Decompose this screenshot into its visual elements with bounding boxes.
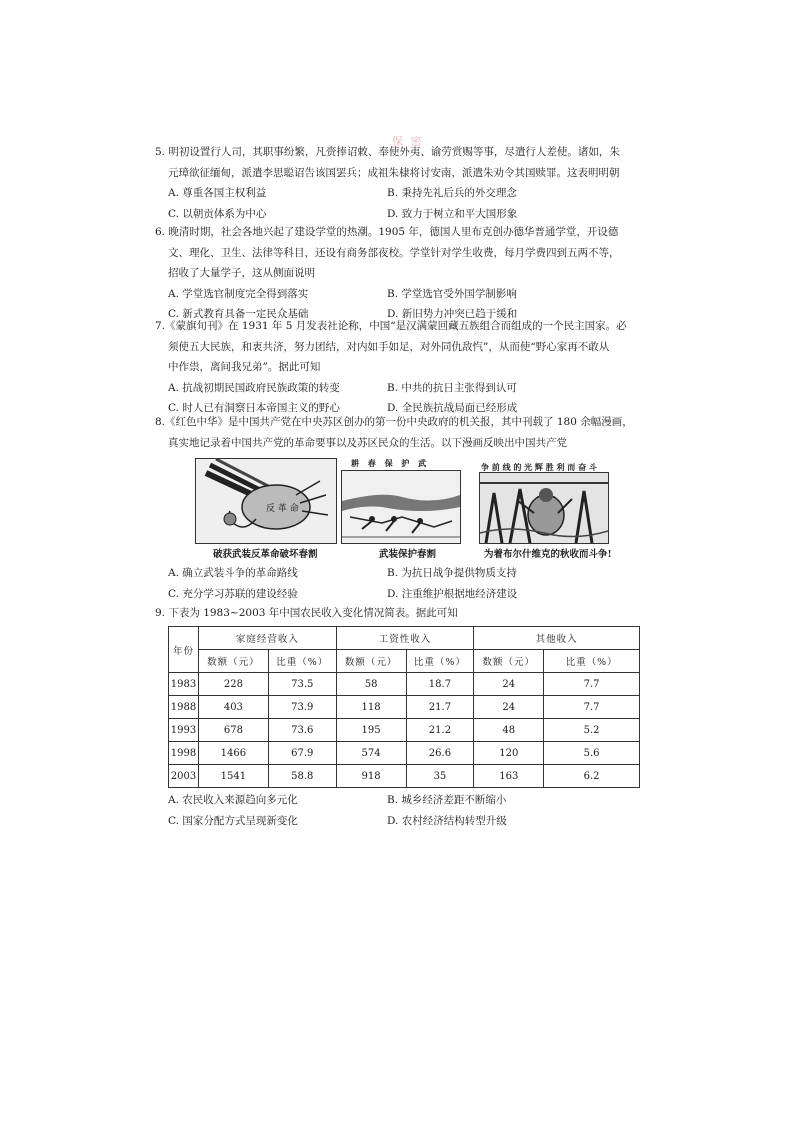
q9-option-c[interactable]: C. 国家分配方式呈现新变化	[168, 814, 298, 827]
cartoon-2-title: 耕 春 保 护 武	[351, 458, 430, 468]
cell-year: 1988	[169, 696, 199, 719]
cell: 5.2	[544, 719, 640, 742]
q7-stem-line1: 7.《蒙旗旬刊》在 1931 年 5 月发表社论称，中国“是汉满蒙回藏五族组合而组成的一个民主国家。必	[155, 320, 627, 332]
q8-option-c[interactable]: C. 充分学习苏联的建设经验	[168, 587, 298, 600]
table-row	[169, 696, 640, 719]
q7-option-c[interactable]: C. 时人已有洞察日本帝国主义的野心	[168, 402, 340, 414]
q5-option-d[interactable]: D. 致力于树立和平大国形象	[387, 207, 518, 220]
group-header-wage: 工资性收入	[336, 627, 474, 650]
cell-year: 2003	[169, 765, 199, 788]
q5-stem-line1: 5. 明初设置行人司，其职事纷繁，凡赍捧诏敕、奉使外夷、谕劳赏赐等事，尽遣行人差使。诸如，朱	[155, 146, 620, 158]
q9-option-a[interactable]: A. 农民收入来源趋向多元化	[168, 794, 298, 806]
cell: 1541	[198, 765, 268, 788]
cell: 48	[474, 719, 544, 742]
q8-stem-line2: 真实地记录着中国共产党的革命要事以及苏区民众的生活。以下漫画反映出中国共产党	[168, 436, 567, 449]
group-header-other: 其他收入	[474, 627, 640, 650]
cell: 195	[336, 719, 406, 742]
cell: 120	[474, 742, 544, 765]
cell: 6.2	[544, 765, 640, 788]
table-row	[169, 719, 640, 742]
sub-ratio: 比重（%）	[268, 650, 336, 673]
q6-stem-line1: 6. 晚清时期，社会各地兴起了建设学堂的热潮。1905 年，德国人里布克创办德华普通学堂，开设德	[155, 226, 619, 238]
cell: 67.9	[268, 742, 336, 765]
q5-option-b[interactable]: B. 秉持先礼后兵的外交理念	[387, 187, 517, 199]
cell: 918	[336, 765, 406, 788]
q7-option-b[interactable]: B. 中共的抗日主张得到认可	[387, 381, 517, 394]
cartoon-2-caption: 武装保护春割	[379, 549, 437, 560]
cell: 7.7	[544, 673, 640, 696]
question-7	[155, 316, 645, 419]
cell: 26.6	[406, 742, 474, 765]
q8-option-b[interactable]: B. 为抗日战争提供物质支持	[387, 567, 517, 579]
cartoon-2-image	[341, 470, 461, 544]
cell: 7.7	[544, 696, 640, 719]
q7-stem-line2: 须使五大民族，和衷共济，努力团结，对内如手如足，对外同仇敌忾”，从而使“野心家再不敢从	[168, 340, 610, 353]
cell: 73.6	[268, 719, 336, 742]
cartoon-3-image	[479, 472, 609, 544]
question-9	[155, 603, 645, 624]
q9-option-b[interactable]: B. 城乡经济差距不断缩小	[387, 794, 507, 806]
cell: 403	[198, 696, 268, 719]
question-8	[155, 412, 645, 453]
cell: 24	[474, 696, 544, 719]
cell-year: 1993	[169, 719, 199, 742]
cell: 1466	[198, 742, 268, 765]
cell: 678	[198, 719, 268, 742]
cartoon-1-inner-label: 反 革 命	[266, 504, 299, 514]
q6-option-d[interactable]: D. 新旧势力冲突已趋于缓和	[387, 308, 518, 320]
q7-option-a[interactable]: A. 抗战初期民国政府民族政策的转变	[168, 381, 340, 394]
cell: 21.7	[406, 696, 474, 719]
q6-option-c[interactable]: C. 新式教育具备一定民众基础	[168, 308, 309, 320]
cell: 73.5	[268, 673, 336, 696]
cartoon-3-caption: 为着布尔什维克的秋收而斗争!	[484, 549, 612, 560]
table-subheader-row	[169, 650, 640, 673]
cell: 5.6	[544, 742, 640, 765]
q5-option-c[interactable]: C. 以朝贡体系为中心	[168, 207, 267, 220]
q6-option-b[interactable]: B. 学堂选官受外国学制影响	[387, 287, 517, 300]
stamp-mark: 保 密	[392, 135, 424, 148]
q5-option-a[interactable]: A. 尊重各国主权利益	[168, 187, 267, 199]
question-6	[155, 222, 645, 325]
cell: 58.8	[268, 765, 336, 788]
q6-stem-line3: 招收了大量学子，这从侧面说明	[168, 267, 315, 279]
q9-stem-line1: 9. 下表为 1983~2003 年中国农民收入变化情况简表。据此可知	[155, 607, 458, 619]
cartoon-1-caption: 破获武装反革命破坏春割	[213, 549, 318, 560]
year-header: 年份	[169, 627, 199, 673]
q7-stem-line3: 中作祟，离间我兄弟”。据此可知	[168, 361, 321, 373]
table-row	[169, 765, 640, 788]
cell: 228	[198, 673, 268, 696]
question-5	[155, 142, 645, 224]
question-9-options	[155, 790, 645, 831]
q7-option-d[interactable]: D. 全民族抗战局面已经形成	[387, 402, 518, 414]
table-row	[169, 673, 640, 696]
cell: 163	[474, 765, 544, 788]
sub-ratio: 比重（%）	[406, 650, 474, 673]
q8-option-a[interactable]: A. 确立武装斗争的革命路线	[168, 567, 298, 579]
q5-stem-line2: 元璋欲征缅甸，派遣李思聪诏告该国罢兵；成祖朱棣将讨安南，派遣朱劝令其国赎罪。这表明明朝	[168, 166, 620, 179]
q6-option-a[interactable]: A. 学堂选官制度完全得到落实	[168, 287, 309, 300]
q6-stem-line2: 文、理化、卫生、法律等科目，还设有商务部夜校。学堂针对学生收费，每月学费四到五两不等，	[168, 246, 620, 259]
table-header-row	[169, 627, 640, 650]
cell: 73.9	[268, 696, 336, 719]
sub-amount: 数额（元）	[336, 650, 406, 673]
cell: 58	[336, 673, 406, 696]
cell: 118	[336, 696, 406, 719]
cell: 21.2	[406, 719, 474, 742]
cell: 574	[336, 742, 406, 765]
cell: 24	[474, 673, 544, 696]
q9-option-d[interactable]: D. 农村经济结构转型升级	[387, 814, 507, 827]
sub-amount: 数额（元）	[198, 650, 268, 673]
cartoon-1-image	[195, 458, 337, 544]
cartoon-3-title: 争 前 线 的 光 辉 胜 利 而 奋 斗	[481, 462, 597, 472]
income-table	[168, 626, 640, 788]
q8-option-d[interactable]: D. 注重维护根据地经济建设	[387, 587, 518, 600]
cell: 35	[406, 765, 474, 788]
table-row	[169, 742, 640, 765]
group-header-household: 家庭经营收入	[198, 627, 336, 650]
cell-year: 1998	[169, 742, 199, 765]
question-8-options	[155, 563, 645, 604]
cell-year: 1983	[169, 673, 199, 696]
sub-ratio: 比重（%）	[544, 650, 640, 673]
cell: 18.7	[406, 673, 474, 696]
sub-amount: 数额（元）	[474, 650, 544, 673]
q8-stem-line1: 8.《红色中华》是中国共产党在中央苏区创办的第一份中央政府的机关报，其中刊载了 180 余幅漫画，	[155, 416, 633, 428]
cartoon-strip	[191, 458, 611, 564]
